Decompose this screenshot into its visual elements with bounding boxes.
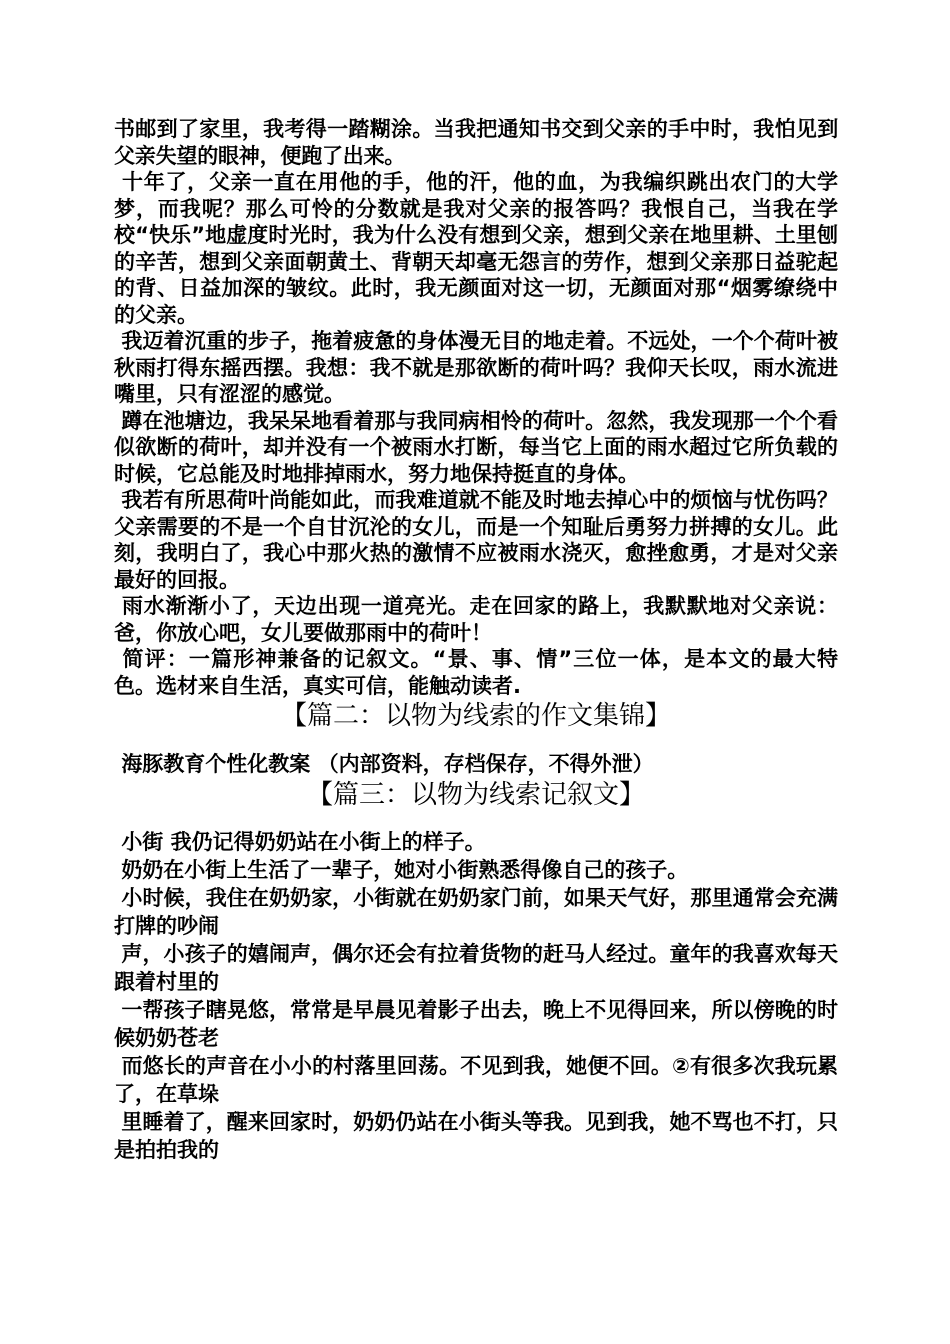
paragraph: 我若有所思荷叶尚能如此，而我难道就不能及时地去掉心中的烦恼与忧伤吗？父亲需要的不是一个自甘沉沦的女儿，而是一个知耻后勇努力拼搏的女儿。此刻，我明白了，我心中那火热的激情不应被雨水浇灭，愈挫愈勇，才是对父亲最好的回报。 — [114, 488, 838, 592]
paragraph: 而悠长的声音在小小的村落里回荡。不见到我，她便不回。②有很多次我玩累了，在草垛 — [114, 1053, 839, 1106]
paragraph: 雨水渐渐小了，天边出现一道亮光。走在回家的路上，我默默地对父亲说：爸，你放心吧，女儿要做那雨中的荷叶！ — [114, 594, 838, 645]
paragraph: 声，小孩子的嬉闹声，偶尔还会有拉着货物的赶马人经过。童年的我喜欢每天跟着村里的 — [114, 941, 838, 994]
section-1 — [114, 116, 838, 699]
paragraph: 小时候，我住在奶奶家，小街就在奶奶家门前，如果天气好，那里通常会充满打牌的吵闹 — [114, 885, 838, 938]
section-3 — [114, 828, 838, 1164]
paragraph: 奶奶在小街上生活了一辈子，她对小街熟悉得像自己的孩子。 — [114, 857, 689, 882]
paragraph: 小街 我仍记得奶奶站在小街上的样子。 — [114, 829, 486, 854]
paragraph: 书邮到了家里，我考得一踏糊涂。当我把通知书交到父亲的手中时，我怕见到父亲失望的眼神，便跑了出来。 — [114, 117, 838, 168]
paragraph: 里睡着了，醒来回家时，奶奶仍站在小街头等我。见到我，她不骂也不打，只是拍拍我的 — [114, 1109, 838, 1162]
section-heading-2: 【篇二：以物为线索的作文集锦】 — [280, 701, 671, 731]
paragraph: 一帮孩子瞎晃悠，常常是早晨见着影子出去，晚上不见得回来，所以傍晚的时候奶奶苍老 — [114, 997, 838, 1050]
paragraph: 十年了，父亲一直在用他的手，他的汗，他的血，为我编织跳出农门的大学梦，而我呢？那么可怜的分数就是我对父亲的报答吗？我恨自己，当我在学校“快乐”地虚度时光时，我为什么没有想到父亲，想到父亲在地里耕、土里刨的辛苦，想到父亲面朝黄土、背朝天却毫无怨言的劳作，想到父亲那日益驼起的背、日益加深的皱纹。此时，我无颜面对这一切，无颜面对那“烟雾缭绕中的父亲。 — [114, 170, 838, 327]
section-heading-3: 【篇三：以物为线索记叙文】 — [306, 779, 645, 810]
paragraph: 我迈着沉重的步子，拖着疲惫的身体漫无目的地走着。不远处，一个个荷叶被秋雨打得东摇西摆。我想：我不就是那欲断的荷叶吗？我仰天长叹，雨水流进嘴里，只有涩涩的感觉。 — [114, 329, 838, 406]
document-body — [114, 116, 838, 1164]
paragraph: 蹲在池塘边，我呆呆地看着那与我同病相怜的荷叶。忽然，我发现那一个个看似欲断的荷叶，却并没有一个被雨水打断，每当它上面的雨水超过它所负载的时候，它总能及时地排掉雨水，努力地保持挺直的身体。 — [114, 408, 838, 486]
paragraph: 简评：一篇形神兼备的记叙文。“景、事、情”三位一体，是本文的最大特色。选材来自生活，真实可信，能触动读者. — [114, 647, 838, 698]
subheading: 海豚教育个性化教案 （内部资料，存档保存，不得外泄） — [114, 752, 654, 776]
